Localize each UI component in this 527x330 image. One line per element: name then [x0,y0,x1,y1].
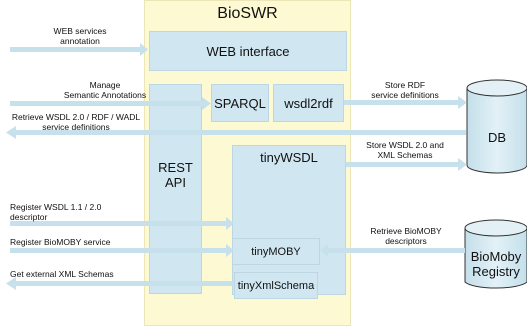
retrieve-biomoby-label: Retrieve BioMOBY descriptors [370,226,442,246]
web-interface-box: WEB interface [149,31,347,71]
biomoby-registry-label: BioMoby Registry [470,249,522,279]
web-services-annotation-label: WEB services annotation [53,26,107,46]
rest-api-label: REST API [158,160,193,190]
wsdl2rdf-box: wsdl2rdf [273,84,344,122]
register-wsdl-label: Register WSDL 1.1 / 2.0 descriptor [10,202,102,222]
register-biomoby-label: Register BioMOBY service [10,237,111,247]
tinywsdl-label: tinyWSDL [260,149,318,165]
sparql-box: SPARQL [211,84,269,122]
tinyxmlschema-box: tinyXmlSchema [234,272,318,299]
diagram-title: BioSWR [217,5,278,22]
tinymoby-box: tinyMOBY [232,238,320,265]
db-cylinder [467,80,527,173]
db-label: DB [487,129,507,145]
get-xml-schemas-label: Get external XML Schemas [10,269,114,279]
manage-semantic-annotations-label: Manage Semantic Annotations [63,80,147,100]
store-wsdl-label: Store WSDL 2.0 and XML Schemas [366,140,444,160]
store-rdf-label: Store RDF service definitions [371,80,439,100]
retrieve-wsdl-label: Retrieve WSDL 2.0 / RDF / WADL service definitions [11,112,141,132]
